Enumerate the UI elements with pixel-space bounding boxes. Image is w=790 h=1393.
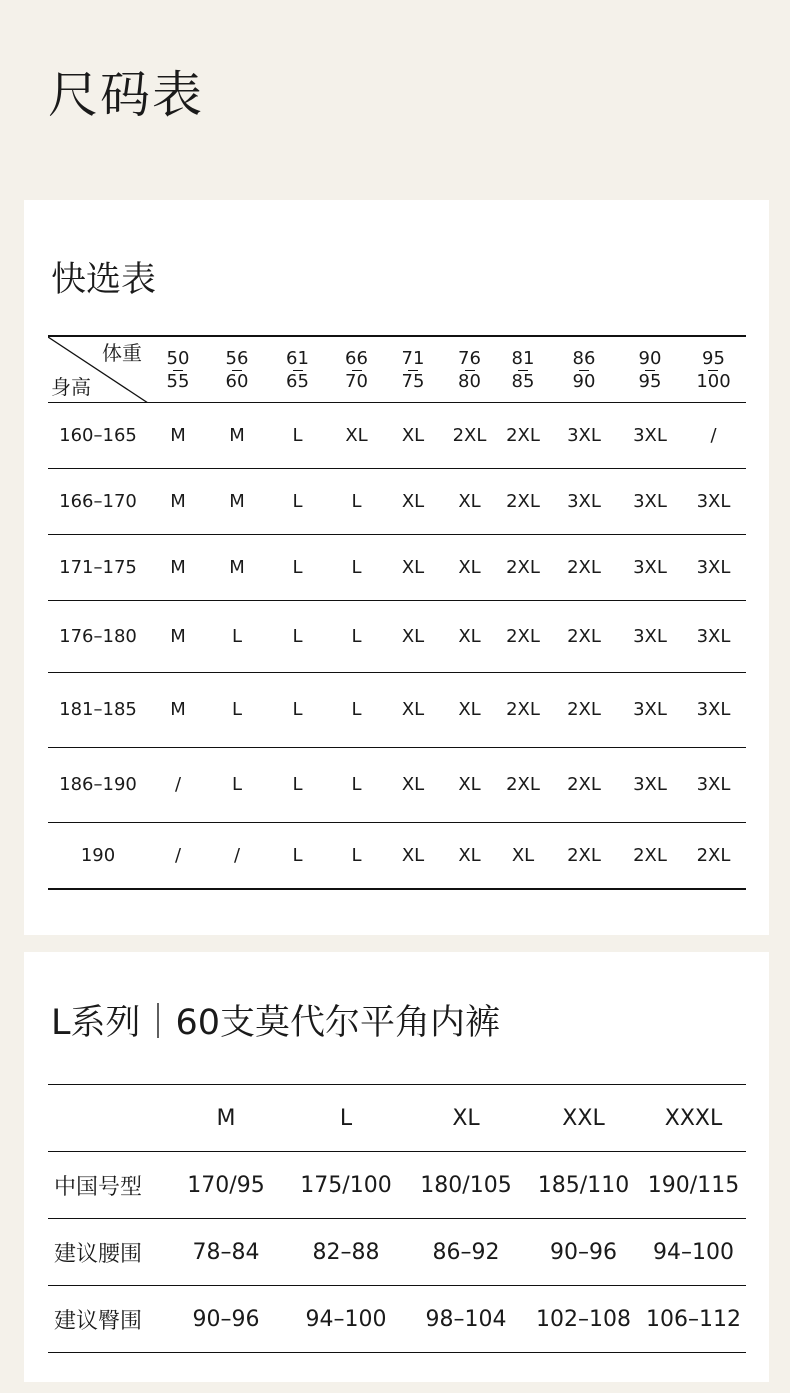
table-row [48,1152,746,1219]
weight-max: 80 [458,370,481,392]
spec-value-cell: 78–84 [166,1219,286,1286]
size-cell: XL [442,822,497,889]
size-header-row [48,1085,746,1152]
size-cell: 2XL [497,402,549,468]
size-cell: XL [384,747,442,822]
spec-value-cell: 185/110 [526,1152,641,1219]
size-cell: XL [384,822,442,889]
spec-value-cell: 94–100 [641,1219,746,1286]
size-cell: XL [329,402,384,468]
size-cell: L [266,402,329,468]
size-cell: 3XL [619,672,681,747]
table-row [48,468,746,534]
size-cell: L [208,747,266,822]
size-cell: 2XL [497,672,549,747]
size-cell: 2XL [497,468,549,534]
weight-min: 81 [511,347,535,369]
weight-column-header [148,336,208,402]
table-row [48,1286,746,1353]
size-cell: M [208,534,266,600]
size-cell: 3XL [681,534,746,600]
size-cell: 3XL [619,534,681,600]
product-series-title: L系列｜60支莫代尔平角内裤 [51,1003,501,1043]
size-column-header: M [166,1085,286,1152]
weight-min: 90 [638,347,662,369]
weight-column-header [549,336,619,402]
size-cell: L [208,600,266,672]
height-range-cell: 166–170 [48,468,148,534]
size-spec-table [48,1084,746,1353]
page-title: 尺码表 [48,66,204,124]
quick-select-table [48,335,746,890]
size-cell: 2XL [549,747,619,822]
spec-value-cell: 90–96 [526,1219,641,1286]
size-cell: L [266,747,329,822]
size-cell: 2XL [549,672,619,747]
size-cell: L [329,747,384,822]
weight-max: 60 [225,370,249,392]
table-row [48,600,746,672]
size-cell: 3XL [681,672,746,747]
size-cell: 2XL [549,822,619,889]
size-cell: 3XL [619,468,681,534]
size-cell: 3XL [681,600,746,672]
size-cell: 2XL [619,822,681,889]
size-cell: L [266,468,329,534]
quick-select-card [24,200,769,935]
size-cell: M [208,402,266,468]
weight-max: 65 [286,370,309,392]
weight-column-header [208,336,266,402]
size-cell: XL [384,534,442,600]
spec-value-cell: 90–96 [166,1286,286,1353]
size-cell: XL [442,747,497,822]
weight-max: 100 [696,370,731,392]
spec-value-cell: 94–100 [286,1286,406,1353]
size-cell: XL [442,600,497,672]
height-range-cell: 186–190 [48,747,148,822]
height-range-cell: 176–180 [48,600,148,672]
height-axis-label: 身高 [51,374,91,399]
weight-max: 85 [511,370,535,392]
size-cell: 3XL [549,402,619,468]
size-cell: M [148,600,208,672]
weight-max: 70 [345,370,368,392]
weight-header-row [48,336,746,402]
weight-axis-label: 体重 [102,341,142,365]
size-cell: M [208,468,266,534]
size-cell: 2XL [549,600,619,672]
weight-min: 66 [345,347,368,369]
weight-min: 76 [458,347,481,369]
size-cell: 3XL [619,402,681,468]
size-cell: 3XL [549,468,619,534]
size-cell: 3XL [681,747,746,822]
size-cell: 2XL [442,402,497,468]
size-cell: L [329,534,384,600]
quick-table-title: 快选表 [51,260,157,300]
height-range-cell: 171–175 [48,534,148,600]
height-range-cell: 190 [48,822,148,889]
row-label: 中国号型 [48,1152,166,1219]
size-column-header: XXL [526,1085,641,1152]
size-cell: 2XL [497,747,549,822]
size-cell: L [329,822,384,889]
size-cell: L [266,672,329,747]
size-cell: L [208,672,266,747]
spec-value-cell: 86–92 [406,1219,526,1286]
weight-max: 95 [638,370,662,392]
size-cell: / [148,822,208,889]
size-cell: L [266,600,329,672]
size-cell: 2XL [497,534,549,600]
size-cell: M [148,468,208,534]
weight-min: 50 [166,347,190,369]
table-row [48,822,746,889]
spec-value-cell: 170/95 [166,1152,286,1219]
size-cell: XL [384,672,442,747]
weight-max: 75 [401,370,425,392]
size-cell: XL [442,672,497,747]
weight-min: 71 [401,347,425,369]
weight-max: 55 [166,370,190,392]
size-cell: XL [384,600,442,672]
table-row [48,672,746,747]
empty-header-cell [48,1085,166,1152]
size-cell: 3XL [619,747,681,822]
weight-column-header [619,336,681,402]
row-label: 建议腰围 [48,1219,166,1286]
size-cell: 2XL [681,822,746,889]
weight-max: 90 [572,370,596,392]
size-column-header: XXXL [641,1085,746,1152]
size-cell: XL [497,822,549,889]
weight-column-header [442,336,497,402]
spec-value-cell: 190/115 [641,1152,746,1219]
spec-value-cell: 180/105 [406,1152,526,1219]
weight-column-header [681,336,746,402]
size-cell: / [148,747,208,822]
table-row [48,402,746,468]
size-cell: L [266,822,329,889]
spec-value-cell: 102–108 [526,1286,641,1353]
spec-value-cell: 106–112 [641,1286,746,1353]
height-range-cell: 160–165 [48,402,148,468]
weight-column-header [266,336,329,402]
size-cell: XL [442,468,497,534]
product-spec-card [24,952,769,1382]
table-row [48,534,746,600]
weight-min: 86 [572,347,596,369]
size-cell: XL [384,402,442,468]
size-cell: 3XL [619,600,681,672]
weight-min: 95 [702,347,725,369]
weight-column-header [497,336,549,402]
size-cell: L [329,600,384,672]
size-cell: 2XL [497,600,549,672]
weight-min: 61 [286,347,309,369]
spec-value-cell: 98–104 [406,1286,526,1353]
size-cell: L [266,534,329,600]
table-row [48,747,746,822]
weight-column-header [329,336,384,402]
spec-value-cell: 82–88 [286,1219,406,1286]
weight-min: 56 [225,347,249,369]
size-column-header: XL [406,1085,526,1152]
size-cell: 3XL [681,468,746,534]
size-cell: XL [384,468,442,534]
size-cell: XL [442,534,497,600]
size-cell: / [208,822,266,889]
size-cell: M [148,402,208,468]
weight-column-header [384,336,442,402]
table-row [48,1219,746,1286]
size-cell: 2XL [549,534,619,600]
size-cell: M [148,534,208,600]
row-label: 建议臀围 [48,1286,166,1353]
size-cell: / [681,402,746,468]
size-cell: M [148,672,208,747]
corner-header-cell [48,336,148,402]
spec-value-cell: 175/100 [286,1152,406,1219]
height-range-cell: 181–185 [48,672,148,747]
size-column-header: L [286,1085,406,1152]
size-cell: L [329,468,384,534]
size-cell: L [329,672,384,747]
